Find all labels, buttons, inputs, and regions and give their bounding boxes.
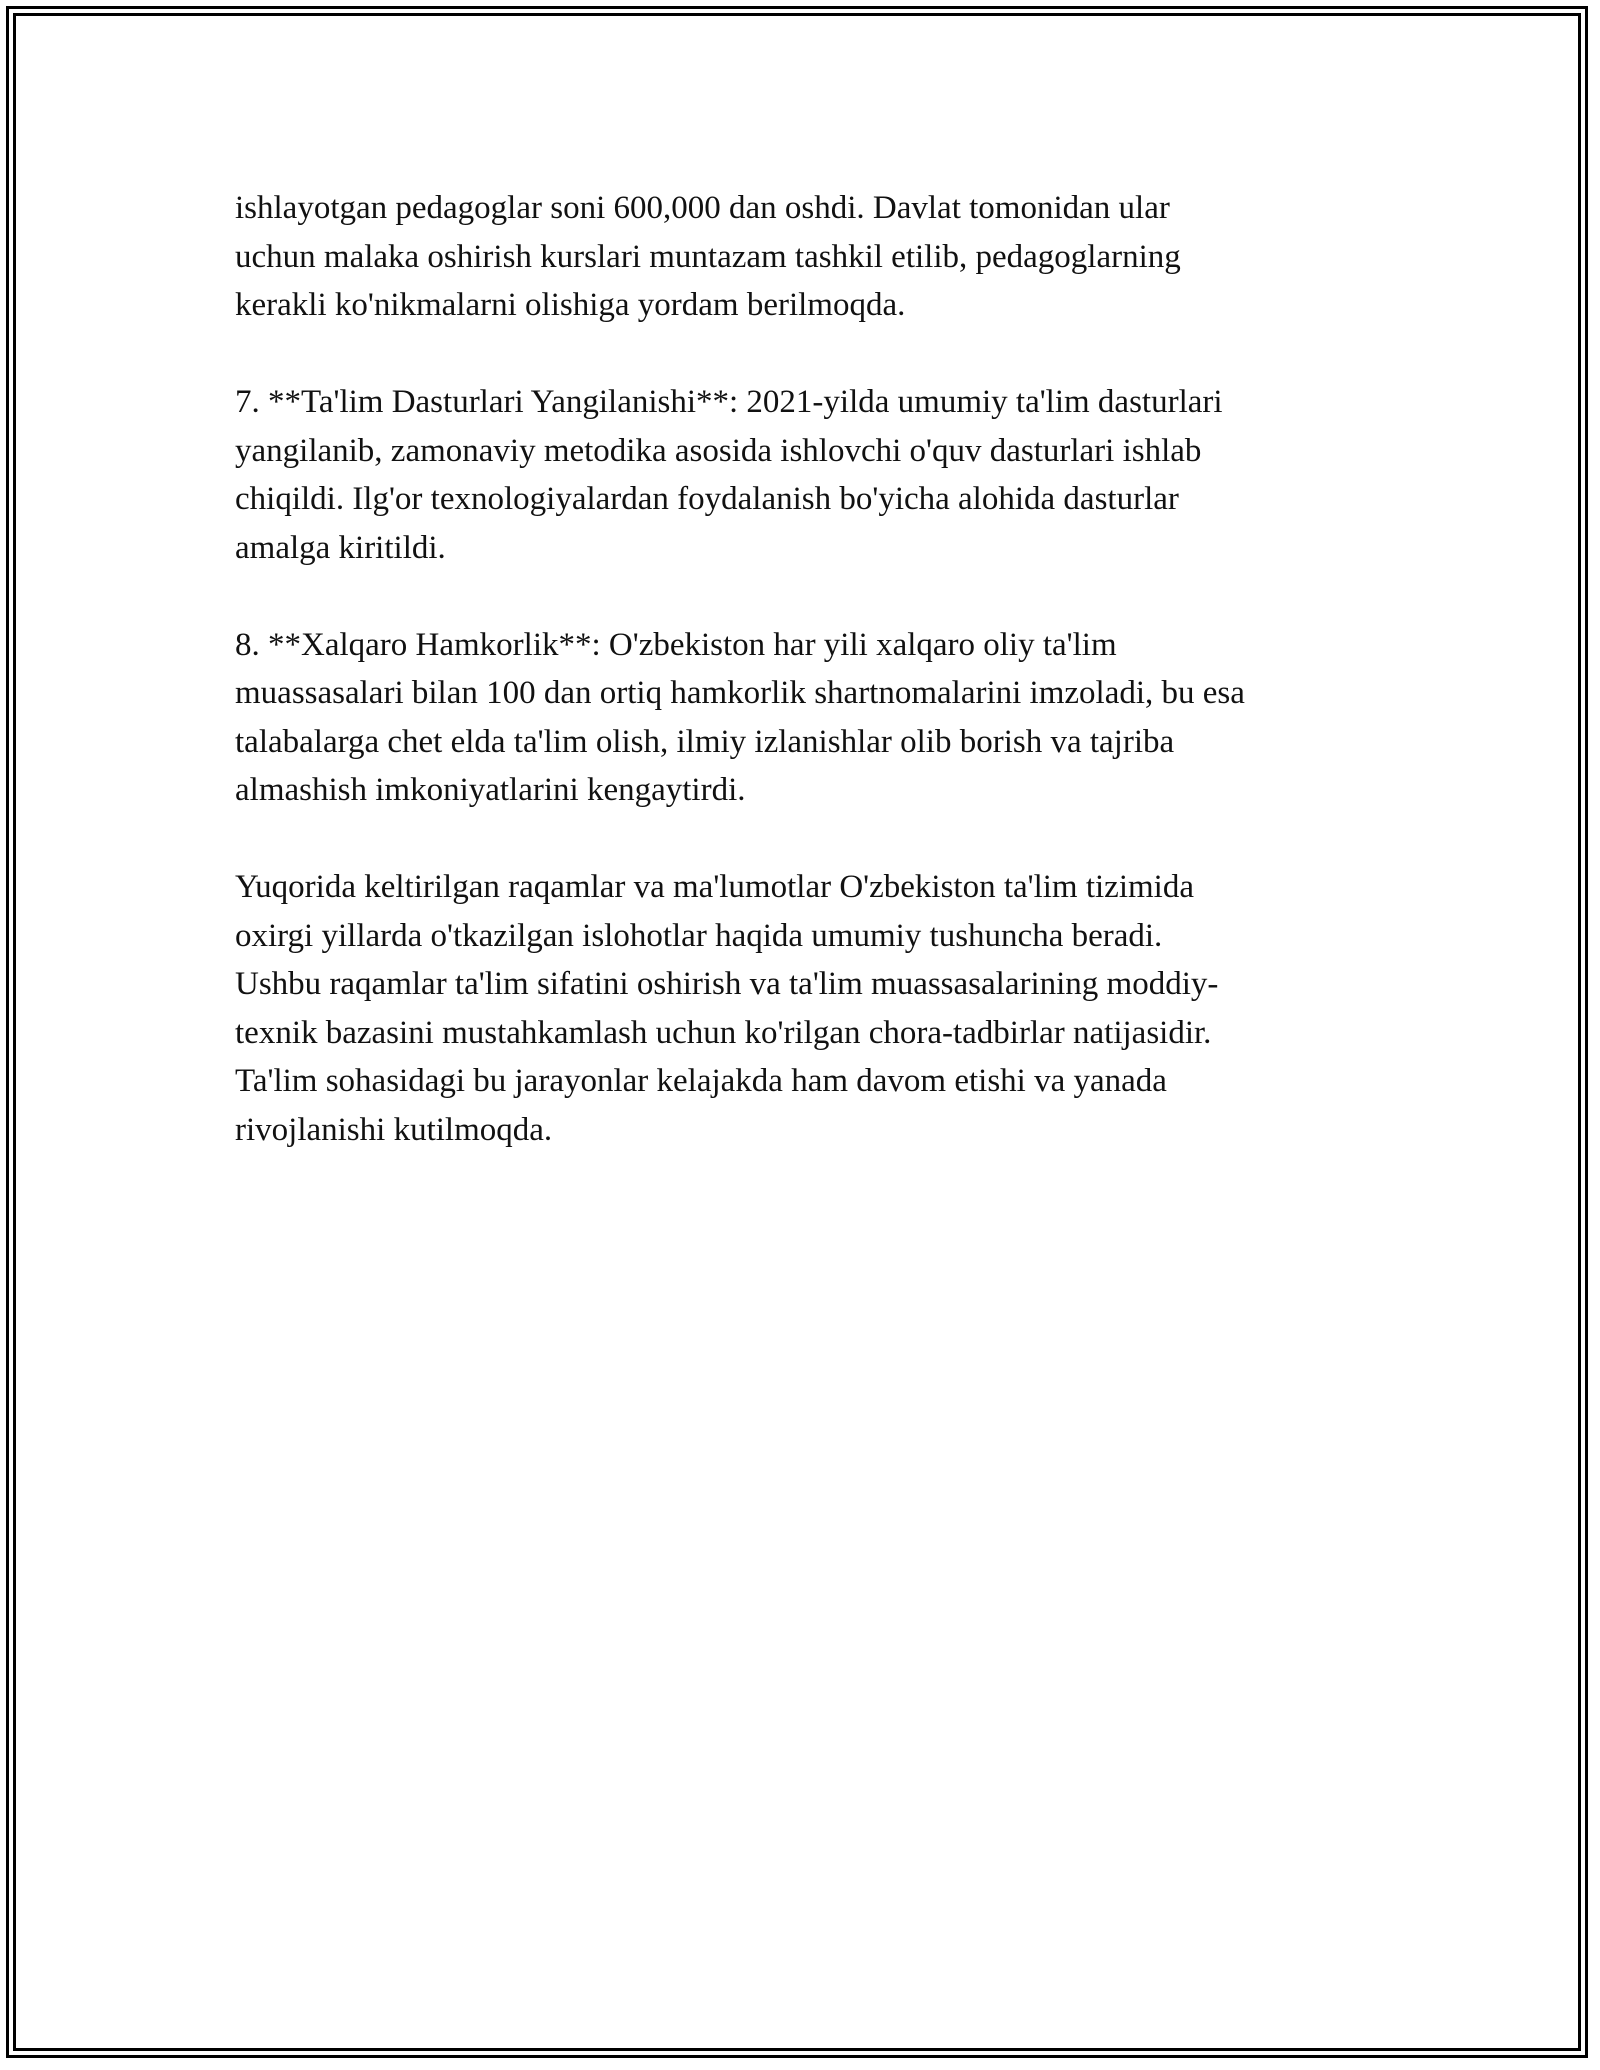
paragraph-item-7-curriculum: 7. **Ta'lim Dasturlari Yangilanishi**: 2021-yilda umumiy ta'lim dasturlari yangilanib, zamonaviy metodika asosida ishlovchi o'quv dasturlari ishlab chiqildi. Ilg'or texnologiyalardan foydalanish bo'yicha alohida dasturlar amalga kiritildi. bbox=[235, 384, 1223, 566]
paragraph-teachers-continued: ishlayotgan pedagoglar soni 600,000 dan oshdi. Davlat tomonidan ular uchun malaka oshirish kurslari muntazam tashkil etilib, pedagoglarning kerakli ko'nikmalarni olishiga yordam berilmoqda. bbox=[235, 190, 1181, 323]
paragraph-conclusion: Yuqorida keltirilgan raqamlar va ma'lumotlar O'zbekiston ta'lim tizimida oxirgi yillarda o'tkazilgan islohotlar haqida umumiy tushuncha beradi. Ushbu raqamlar ta'lim sifatini oshirish va ta'lim muassasalarining moddiy- texnik bazasini mustahkamlash uchun ko'rilgan chora-tadbirlar natijasidir. Ta'lim sohasidagi bu jarayonlar kelajakda ham davom etishi va yanada rivojlanishi kutilmoqda. bbox=[235, 869, 1219, 1148]
paragraph-item-8-international: 8. **Xalqaro Hamkorlik**: O'zbekiston har yili xalqaro oliy ta'lim muassasalari bilan 100 dan ortiq hamkorlik shartnomalarini imzoladi, bu esa talabalarga chet elda ta'lim olish, ilmiy izlanishlar olib borish va tajriba almashish imkoniyatlarini kengaytirdi. bbox=[235, 626, 1245, 808]
document-body bbox=[235, 184, 1375, 1203]
